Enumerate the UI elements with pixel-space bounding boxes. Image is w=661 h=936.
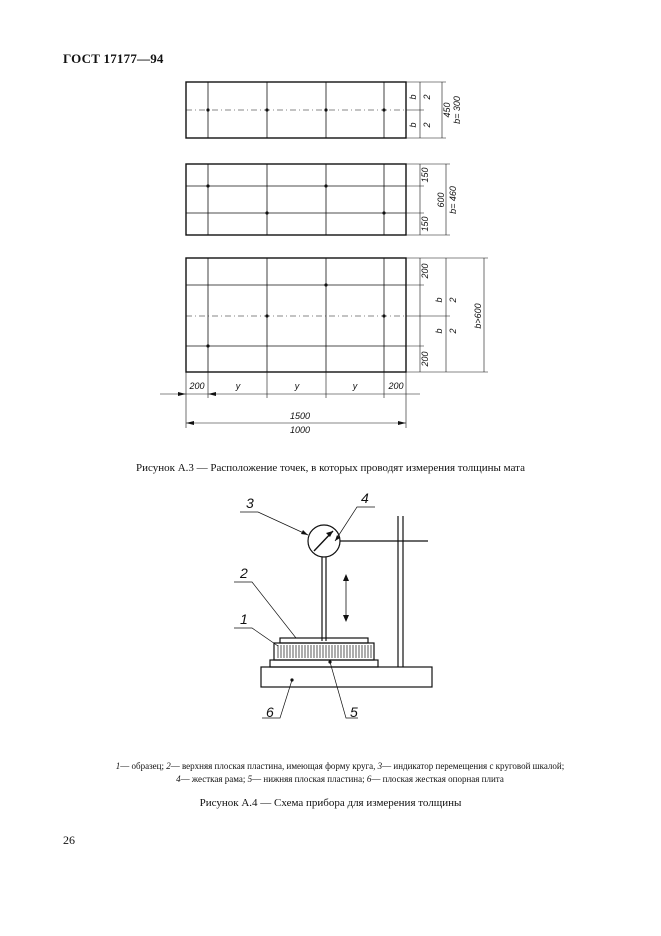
legend-item: 4— жесткая рама; <box>176 774 248 784</box>
specimen-hatch <box>278 645 371 658</box>
top-plate <box>280 638 368 643</box>
figure-a4-legend <box>60 760 620 786</box>
label-5: 5 <box>350 704 358 720</box>
legend-item: 6— плоская жесткая опорная плита <box>366 774 504 784</box>
dim-y2: y <box>294 381 300 391</box>
p1-two-bot: 2 <box>422 122 432 128</box>
p1-b-top: b <box>408 94 418 100</box>
base-plate <box>261 667 432 687</box>
dim-y1: y <box>235 381 241 391</box>
legend-item: 2— верхняя плоская пластина, имеющая форму круга, <box>166 761 378 771</box>
legend-item: 1— образец; <box>115 761 167 771</box>
p2-range-b: b= 460 <box>448 186 458 214</box>
p2-top: 150 <box>420 167 430 183</box>
panel-2 <box>186 164 450 235</box>
p1-b-bot: b <box>408 122 418 128</box>
figure-a4-caption: Рисунок А.4 — Схема прибора для измерения толщины <box>199 797 462 809</box>
legend-item: 5— нижняя плоская пластина; <box>247 774 367 784</box>
p3-bottom: 200 <box>420 351 430 367</box>
p1-range-b: b= 300 <box>452 96 462 124</box>
dim-len-a: 1500 <box>289 411 311 421</box>
lower-plate <box>270 660 378 667</box>
panel-3 <box>186 258 488 372</box>
dim-left: 200 <box>189 381 205 391</box>
p1-two-top: 2 <box>422 94 432 100</box>
p1-range-a: 450 <box>442 102 452 118</box>
legend-item: 3— индикатор перемещения с круговой шкалой; <box>377 761 565 771</box>
label-3: 3 <box>246 495 254 511</box>
figure-a4-drawing <box>234 507 432 718</box>
figure-a3-caption: Рисунок А.3 — Расположение точек, в которых проводят измерения толщины мата <box>135 462 525 474</box>
p2-range-a: 600 <box>436 192 446 208</box>
p3-b-1: b <box>434 297 444 303</box>
p3-range: b>600 <box>473 303 483 329</box>
p3-b-2: b <box>434 328 444 334</box>
label-4: 4 <box>361 490 369 506</box>
dim-right: 200 <box>388 381 404 391</box>
standard-header: ГОСТ 17177—94 <box>63 51 164 66</box>
p3-two-2: 2 <box>448 328 458 334</box>
label-1: 1 <box>240 611 248 627</box>
p2-bottom: 150 <box>420 216 430 232</box>
panel-1 <box>186 82 446 138</box>
dim-y3: y <box>352 381 358 391</box>
label-2: 2 <box>240 565 248 581</box>
label-6: 6 <box>266 704 274 720</box>
p3-two-1: 2 <box>448 297 458 303</box>
p3-top: 200 <box>420 263 430 279</box>
page-number: 26 <box>63 833 75 847</box>
dim-len-b: 1000 <box>289 425 311 435</box>
